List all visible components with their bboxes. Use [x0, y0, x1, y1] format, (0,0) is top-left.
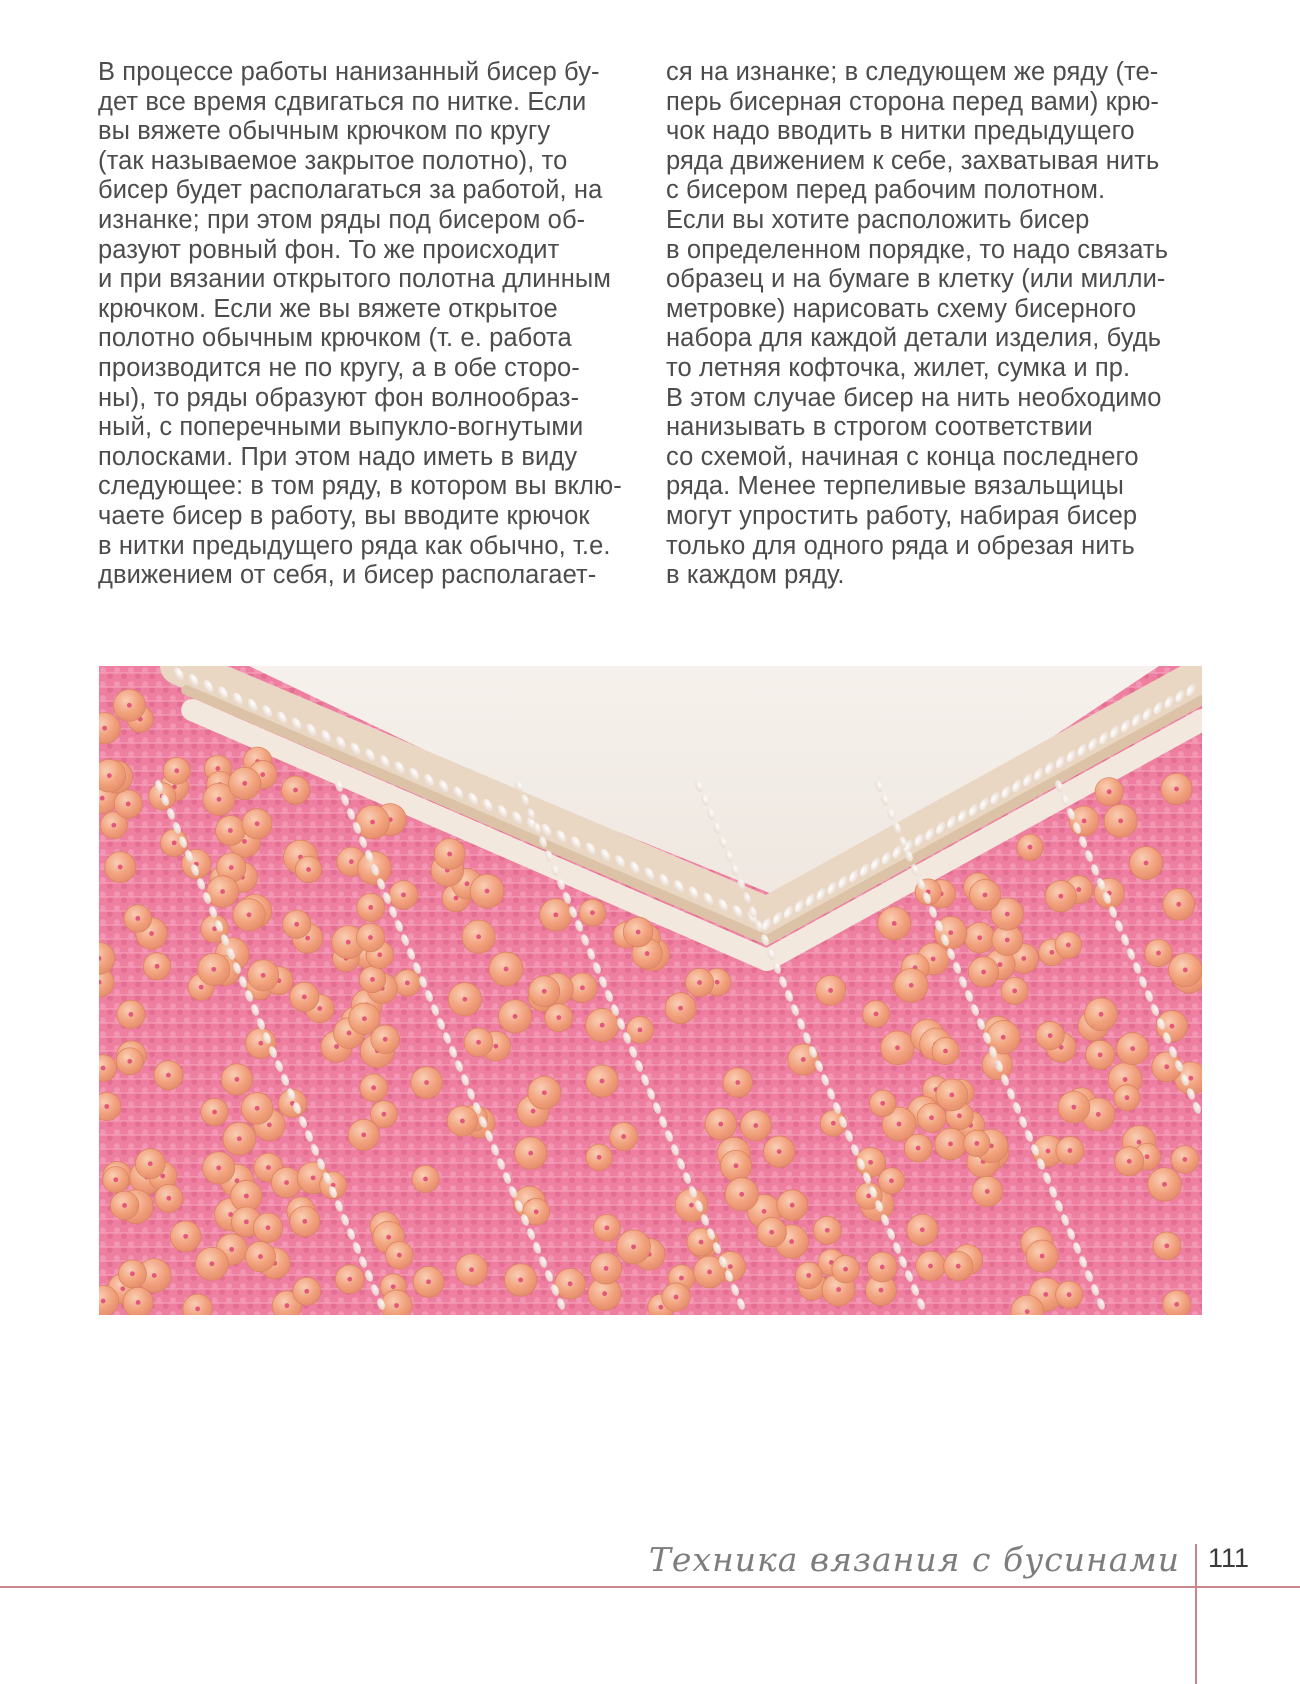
- text-line: в нитки предыдущего ряда как обычно, т.е.: [98, 531, 611, 560]
- running-title: Техника вязания с бусинами: [648, 1540, 1180, 1579]
- text-line: бисер будет располагаться за работой, на: [98, 176, 603, 205]
- text-line: ный, с поперечными выпукло-вогнутыми: [98, 413, 584, 442]
- text-line: только для одного ряда и обрезая нить: [666, 531, 1135, 560]
- text-line: вы вяжете обычным крючком по кругу: [98, 117, 551, 146]
- text-line: и при вязании открытого полотна длинным: [98, 265, 611, 294]
- text-line: (так называемое закрытое полотно), то: [98, 146, 568, 175]
- text-line: ряда. Менее терпеливые вязальщицы: [666, 472, 1124, 501]
- text-line: изнанке; при этом ряды под бисером об-: [98, 205, 586, 234]
- text-line: производится не по кругу, а в обе сторо-: [98, 353, 580, 382]
- text-line: могут упростить работу, набирая бисер: [666, 501, 1138, 530]
- text-line: Если вы хотите расположить бисер: [666, 205, 1090, 234]
- text-line: чок надо вводить в нитки предыдущего: [666, 117, 1135, 146]
- text-line: следующее: в том ряду, в котором вы вклю-: [98, 472, 622, 501]
- footer-divider: [1195, 1544, 1197, 1684]
- text-line: ны), то ряды образуют фон волнообраз-: [98, 383, 580, 412]
- footer-rule: [0, 1586, 1300, 1588]
- text-line: нанизывать в строгом соответствии: [666, 413, 1093, 442]
- text-line: перь бисерная сторона перед вами) крю-: [666, 87, 1160, 116]
- text-line: В процессе работы нанизанный бисер бу-: [98, 58, 600, 86]
- text-line: ся на изнанке; в следующем же ряду (те-: [666, 58, 1159, 86]
- text-line: метровке) нарисовать схему бисерного: [666, 294, 1137, 323]
- text-column-right: [666, 58, 1211, 591]
- text-line: ряда движением к себе, захватывая нить: [666, 146, 1160, 175]
- text-line: разуют ровный фон. То же происходит: [98, 235, 560, 264]
- text-line: движением от себя, и бисер располагает-: [98, 561, 597, 590]
- text-line: с бисером перед рабочим полотном.: [666, 176, 1106, 205]
- text-line: образец и на бумаге в клетку (или милли-: [666, 265, 1166, 294]
- text-line: набора для каждой детали изделия, будь: [666, 324, 1162, 353]
- page-number: 111: [1208, 1543, 1250, 1573]
- text-line: то летняя кофточка, жилет, сумка и пр.: [666, 353, 1131, 382]
- text-line: полотно обычным крючком (т. е. работа: [98, 324, 572, 353]
- text-line: в каждом ряду.: [666, 561, 845, 590]
- text-line: в определенном порядке, то надо связать: [666, 235, 1169, 264]
- beaded-crochet-photo: [99, 666, 1202, 1315]
- text-line: крючком. Если же вы вяжете открытое: [98, 294, 558, 323]
- text-line: дет все время сдвигаться по нитке. Если: [98, 87, 587, 116]
- text-line: полосками. При этом надо иметь в виду: [98, 442, 578, 471]
- text-line: В этом случае бисер на нить необходимо: [666, 383, 1162, 412]
- text-line: чаете бисер в работу, вы вводите крючок: [98, 501, 590, 530]
- text-column-left: [98, 58, 638, 591]
- text-line: со схемой, начиная с конца последнего: [666, 442, 1139, 471]
